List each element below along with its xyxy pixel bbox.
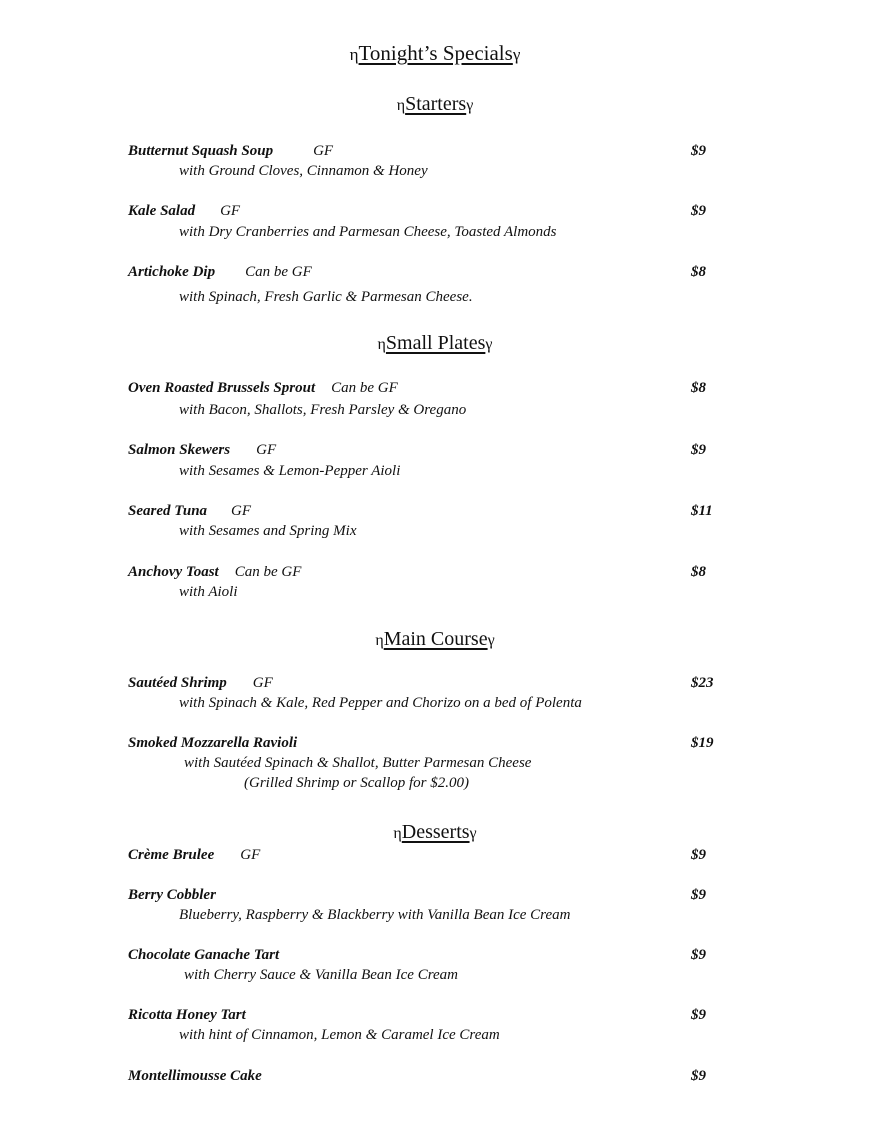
menu-item-berry-cobbler	[128, 887, 728, 907]
item-price: $8	[691, 380, 706, 396]
eta-glyph: η	[349, 45, 359, 64]
menu-item-seared-tuna	[128, 503, 728, 523]
menu-item-kale-salad	[128, 203, 728, 223]
item-name: Salmon Skewers	[128, 442, 231, 458]
section-heading-text: Small Plates	[385, 332, 486, 354]
menu-item-artichoke-dip	[128, 264, 728, 284]
item-description: with Spinach & Kale, Red Pepper and Chorizo on a bed of Polenta	[179, 695, 582, 711]
item-name: Chocolate Ganache Tart	[128, 947, 280, 963]
item-name: Seared Tuna	[128, 503, 208, 519]
item-tag: Can be GF	[245, 264, 312, 280]
item-description: with Sesames & Lemon-Pepper Aioli	[179, 463, 401, 479]
item-tag: GF	[240, 847, 261, 863]
item-price: $9	[691, 143, 706, 159]
item-price: $9	[691, 1007, 706, 1023]
item-description: with Aioli	[179, 584, 238, 600]
item-price: $9	[691, 1068, 706, 1084]
item-description: with Sesames and Spring Mix	[179, 523, 357, 539]
item-tag: GF	[231, 503, 252, 519]
item-name: Ricotta Honey Tart	[128, 1007, 246, 1023]
menu-item-chocolate-ganache-tart	[128, 947, 728, 967]
item-name: Artichoke Dip	[128, 264, 216, 280]
item-name: Crème Brulee	[128, 847, 215, 863]
item-description: with Bacon, Shallots, Fresh Parsley & Oregano	[179, 402, 467, 418]
eta-glyph: η	[377, 336, 386, 353]
item-description: with Ground Cloves, Cinnamon & Honey	[179, 163, 428, 179]
item-price: $9	[691, 442, 706, 458]
menu-item-smoked-mozzarella-ravioli	[128, 735, 728, 755]
item-price: $11	[691, 503, 713, 519]
item-price: $8	[691, 264, 706, 280]
menu-item-ricotta-honey-tart	[128, 1007, 728, 1027]
menu-item-anchovy-toast	[128, 564, 728, 584]
eta-glyph: η	[375, 632, 384, 649]
item-description: Blueberry, Raspberry & Blackberry with Vanilla Bean Ice Cream	[179, 907, 571, 923]
section-heading-text: Starters	[405, 93, 467, 115]
item-price: $8	[691, 564, 706, 580]
menu-item-sauteed-shrimp	[128, 675, 728, 695]
gamma-glyph: γ	[485, 336, 493, 353]
item-tag: Can be GF	[331, 380, 398, 396]
item-price: $9	[691, 887, 706, 903]
eta-glyph: η	[396, 97, 406, 114]
item-description: with Cherry Sauce & Vanilla Bean Ice Cream	[184, 967, 458, 983]
item-price: $9	[691, 947, 706, 963]
section-heading-main-course	[0, 628, 870, 651]
gamma-glyph: γ	[466, 97, 474, 114]
item-name: Smoked Mozzarella Ravioli	[128, 735, 298, 751]
item-description: with Spinach, Fresh Garlic & Parmesan Cheese.	[179, 289, 473, 305]
menu-item-montellimousse-cake	[128, 1068, 728, 1088]
gamma-glyph: γ	[469, 825, 477, 842]
section-heading-desserts	[0, 821, 870, 844]
section-heading-small-plates	[0, 332, 870, 355]
page-title	[0, 41, 870, 66]
item-name: Berry Cobbler	[128, 887, 216, 903]
item-tag: Can be GF	[234, 564, 302, 580]
item-name: Anchovy Toast	[128, 564, 219, 580]
item-tag: GF	[313, 143, 334, 159]
page-title-text: Tonight’s Specials	[358, 41, 513, 65]
item-price: $9	[691, 203, 706, 219]
item-description: with Sautéed Spinach & Shallot, Butter Parmesan Cheese	[184, 755, 532, 771]
item-description-note: (Grilled Shrimp or Scallop for $2.00)	[244, 775, 469, 791]
item-name: Montellimousse Cake	[128, 1068, 262, 1084]
item-price: $9	[691, 847, 706, 863]
item-name: Oven Roasted Brussels Sprout	[128, 380, 316, 396]
item-tag: GF	[256, 442, 277, 458]
eta-glyph: η	[393, 825, 402, 842]
section-heading-text: Desserts	[401, 821, 470, 843]
gamma-glyph: γ	[487, 632, 495, 649]
menu-item-salmon-skewers	[128, 442, 728, 462]
section-heading-text: Main Course	[383, 628, 488, 650]
item-description: with hint of Cinnamon, Lemon & Caramel Ice Cream	[179, 1027, 500, 1043]
item-name: Kale Salad	[128, 203, 196, 219]
menu-item-butternut-squash-soup	[128, 143, 728, 163]
item-name: Sautéed Shrimp	[128, 675, 227, 691]
gamma-glyph: γ	[512, 45, 521, 64]
item-price: $23	[691, 675, 714, 691]
section-heading-starters	[0, 93, 870, 116]
item-name: Butternut Squash Soup	[128, 143, 274, 159]
item-tag: GF	[252, 675, 273, 691]
menu-item-creme-brulee	[128, 847, 728, 867]
menu-item-oven-roasted-brussels-sprout	[128, 380, 728, 400]
item-description: with Dry Cranberries and Parmesan Cheese, Toasted Almonds	[179, 224, 557, 240]
item-tag: GF	[220, 203, 241, 219]
item-price: $19	[691, 735, 714, 751]
